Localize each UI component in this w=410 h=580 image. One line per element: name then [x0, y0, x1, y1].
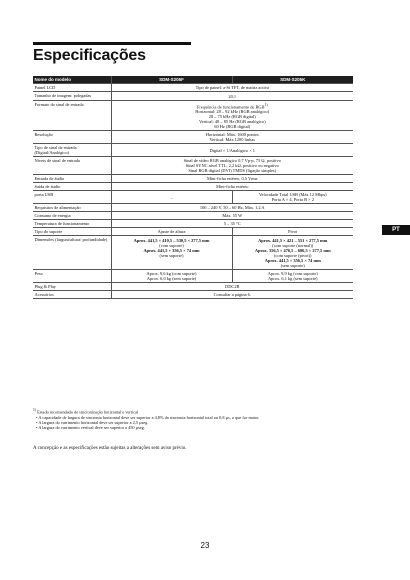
language-tab-pt: PT — [382, 225, 410, 235]
value-line: Horizontal: 28 – 92 kHz (RGB analógico) — [195, 108, 270, 114]
footnote-item-text: A largura do varrimento vertical deve ser superior a 450 µseg. — [38, 425, 145, 431]
row-value-s205f: – — [111, 191, 232, 204]
row-label: Tamanho de imagem: polegadas — [33, 92, 111, 101]
value-line: Aprox. 441,5 × 356,5 × 74 mm — [143, 247, 200, 253]
row-label: Entrada de áudio — [33, 175, 111, 183]
value-line: Aprox. 441,5 × 421 – 551 × 277,5 mm — [258, 237, 328, 243]
row-label: Plug & Play — [33, 283, 111, 291]
row-value-s205k — [232, 270, 353, 283]
header-sdm-s205k: SDM-S205K — [232, 76, 353, 84]
value-line: (com suporte) — [159, 242, 184, 248]
row-value-s205f: Ajuste de altura — [111, 228, 232, 236]
table-row — [33, 204, 353, 212]
value-text: Frequência de funcionamento de RGB — [196, 103, 265, 109]
footnote-item: • A capacidade de largura de sincronia horizontal deve ser superior a 4,8% da sincronia horizontal total ou 0,8 µs, o que for maior. — [36, 414, 260, 420]
change-notice: A concepção e as especificações estão sujeitas a alterações sem aviso prévio. — [33, 446, 187, 451]
value-line: Aprox. 356,5 × 476,5 – 606,5 × 277,5 mm — [254, 247, 331, 253]
footnote-marker: 1) — [33, 408, 36, 412]
value-line: Vertical: 48 – 85 Hz (RGB analógico) — [198, 118, 266, 124]
value-line: 60 Hz (RGB digital) — [214, 123, 251, 129]
footnote-item: • A largura do varrimento horizontal deve ser superior a 2,5 µseg. — [36, 419, 149, 425]
table-row — [33, 270, 353, 283]
row-value: Digital × 1/Analógico × 1 — [111, 144, 353, 157]
row-value: Tipo de painel: a-Si TFT, de matriz activa — [111, 84, 353, 92]
value-line: Sinal RGB digital (DVI) TMDS (ligação simples) — [188, 168, 277, 174]
value-line: Velocidade Total USB (Máx 12 Mbps) — [258, 192, 327, 198]
value-line: 28 – 75 kHz (RGB digital) — [208, 113, 256, 119]
row-value — [111, 131, 353, 144]
value-line: Aprox. 441,5 × 356,5 × 74 mm — [264, 257, 321, 263]
row-value-s205f — [111, 270, 232, 283]
table-row — [33, 191, 353, 204]
table-row — [33, 291, 353, 299]
page-number: 23 — [200, 541, 210, 550]
row-value: Consultar a página 6. — [111, 291, 353, 299]
row-value: 20,1 — [111, 92, 353, 101]
row-value-s205k — [232, 236, 353, 270]
table-row — [33, 228, 353, 236]
specifications-table — [33, 76, 353, 299]
row-label: Peso — [33, 270, 111, 283]
table-row — [33, 131, 353, 144]
row-value: 5 – 35 °C — [111, 220, 353, 228]
header-model-name: Nome do modelo — [33, 76, 111, 84]
row-label: Saída de áudio — [33, 183, 111, 191]
footnote-title-text: Estado recomendado de sincronização horizontal e vertical — [37, 409, 139, 415]
row-label: Tipo de sinal de entrada (Digital/Analógico) — [33, 144, 111, 157]
page-title: Especificações — [33, 47, 146, 64]
footnote-item-text: A largura do varrimento horizontal deve ser superior a 2,5 µseg. — [38, 419, 149, 425]
row-value: Mini-ficha estéreo — [111, 183, 353, 191]
row-value: 100 – 240 V, 50 – 60 Hz, Máx. 1,2 A — [111, 204, 353, 212]
heading-rule — [33, 42, 191, 45]
table-row — [33, 220, 353, 228]
row-label: porta USB — [33, 191, 111, 204]
row-label: Consumo de energia — [33, 212, 111, 220]
table-row — [33, 101, 353, 131]
footnote-item: • A largura do varrimento vertical deve ser superior a 450 µseg. — [36, 425, 145, 431]
row-label: Requisitos de alimentação — [33, 204, 111, 212]
row-label: Acessórios — [33, 291, 111, 299]
row-value — [111, 157, 353, 175]
value-line: (com suporte (normal)) — [272, 242, 314, 248]
value-line: Porta A × 4, Porta B × 2 — [271, 197, 314, 203]
row-value: DDC2B — [111, 283, 353, 291]
value-line: (sem suporte) — [280, 262, 305, 268]
row-label: Resolução — [33, 131, 111, 144]
value-line: Aprox. 9,6 kg (com suporte) — [146, 271, 197, 277]
table-row — [33, 183, 353, 191]
table-row — [33, 212, 353, 220]
row-label: Temperatura de funcionamento — [33, 220, 111, 228]
table-row — [33, 236, 353, 270]
row-value — [111, 101, 353, 131]
table-row — [33, 157, 353, 175]
value-line: (com suporte (pivot)) — [273, 252, 312, 258]
row-label: Tipo do suporte — [33, 228, 111, 236]
table-header-row — [33, 76, 353, 84]
value-line: Sinal SYNC nível TTL, 2,2 kΩ, positivo ou negativo — [185, 163, 279, 169]
row-value-s205f — [111, 236, 232, 270]
value-line: Horizontal: Máx. 1600 pontos — [205, 132, 259, 138]
value-line: Sinal de vídeo RGB analógico 0,7 Vp-p, 75 Ω, positivo — [183, 158, 281, 164]
value-line: (sem suporte) — [159, 252, 184, 258]
value-line: Vertical: Máx.1200 linhas — [209, 137, 255, 143]
row-label: Níveis de sinal de entrada — [33, 157, 111, 175]
row-label: Dimensões (largura/altura/ profundidade) — [33, 236, 111, 270]
value-line: Aprox. 9,9 kg (com suporte) — [267, 271, 318, 277]
table-row — [33, 175, 353, 183]
row-label: Painel LCD — [33, 84, 111, 92]
table-row — [33, 84, 353, 92]
row-value: Mini-ficha estéreo, 0,5 Vrms — [111, 175, 353, 183]
value-line: Aprox. 6,1 kg (sem suporte) — [267, 276, 318, 282]
header-sdm-s205f: SDM-S205F — [111, 76, 232, 84]
footnote-marker: 1) — [264, 102, 268, 107]
footnotes — [33, 408, 273, 430]
table-row — [33, 283, 353, 291]
value-line: Aprox. 6,0 kg (sem suporte) — [146, 276, 197, 282]
table-row — [33, 92, 353, 101]
row-value-s205k — [232, 191, 353, 204]
row-label: Formato do sinal de entrada — [33, 101, 111, 131]
value-line: Aprox. 441,5 × 410,5 – 530,5 × 277,5 mm — [133, 237, 210, 243]
footnote-item-text: A capacidade de largura de sincronia horizontal deve ser superior a 4,8% da sincronia horizontal total ou 0,8 µs, o que for maior. — [38, 414, 260, 420]
footnote-title — [33, 408, 273, 415]
row-value-s205k: Pivot — [232, 228, 353, 236]
row-value: Máx. 55 W — [111, 212, 353, 220]
table-row — [33, 144, 353, 157]
